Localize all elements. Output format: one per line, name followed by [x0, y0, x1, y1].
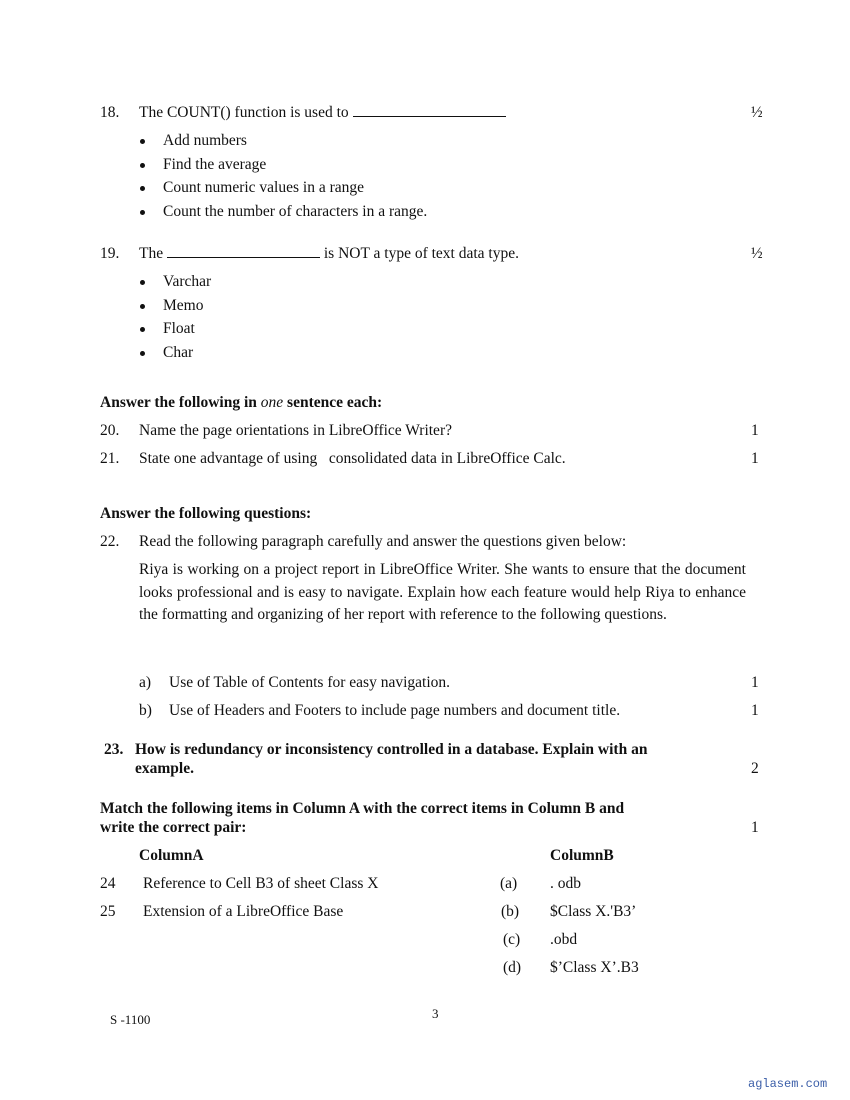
- heading-emphasis: one: [260, 394, 284, 411]
- question-text: [139, 245, 519, 263]
- question-number: 19.: [100, 245, 120, 262]
- option-label: (b): [501, 903, 520, 920]
- option: Float: [163, 320, 195, 337]
- question-text: [139, 104, 506, 122]
- option: Count the number of characters in a range.: [163, 203, 428, 220]
- question-text: State one advantage of using consolidated data in LibreOffice Calc.: [139, 450, 566, 467]
- bullet-icon: [140, 304, 145, 309]
- question-number: 18.: [100, 104, 120, 121]
- option-label: (a): [500, 875, 518, 892]
- question-number: 22.: [100, 533, 120, 550]
- column-b-header: ColumnB: [550, 847, 614, 864]
- heading-part: sentence each:: [283, 394, 383, 411]
- watermark: aglasem.com: [748, 1077, 828, 1091]
- option: Memo: [163, 297, 204, 314]
- question-number: 23.: [104, 741, 124, 758]
- bullet-icon: [140, 186, 145, 191]
- part-text: Use of Table of Contents for easy navigation.: [169, 674, 451, 691]
- marks: 1: [751, 702, 759, 719]
- column-a-header: ColumnA: [139, 847, 204, 864]
- question-number: 20.: [100, 422, 120, 439]
- page-number: 3: [432, 1006, 439, 1021]
- paper-code: S -1100: [110, 1012, 151, 1027]
- bullet-icon: [140, 327, 145, 332]
- section-heading: [100, 394, 382, 412]
- question-text-part: is NOT a type of text data type.: [319, 245, 519, 262]
- bullet-icon: [140, 139, 145, 144]
- marks: 1: [751, 422, 759, 439]
- option: Varchar: [163, 273, 212, 290]
- item-text: Extension of a LibreOffice Base: [143, 903, 344, 920]
- question-text: Name the page orientations in LibreOffice Writer?: [139, 422, 452, 439]
- part-label: b): [139, 702, 152, 719]
- answer-blank: [353, 104, 506, 117]
- marks: 2: [751, 760, 759, 777]
- question-text-part: The COUNT() function is used to: [139, 104, 353, 121]
- option: Find the average: [163, 156, 267, 173]
- match-instruction: write the correct pair:: [100, 819, 247, 836]
- option-text: . odb: [550, 875, 581, 892]
- option: Count numeric values in a range: [163, 179, 365, 196]
- bullet-icon: [140, 210, 145, 215]
- option-text: $’Class X’.B3: [550, 959, 639, 976]
- option-text: $Class X.'B3’: [550, 903, 637, 920]
- marks: ½: [751, 245, 763, 262]
- option: Char: [163, 344, 194, 361]
- item-text: Reference to Cell B3 of sheet Class X: [143, 875, 379, 892]
- option-label: (d): [503, 959, 522, 976]
- option-text: .obd: [550, 931, 578, 948]
- section-heading: Answer the following questions:: [100, 505, 312, 522]
- part-text: Use of Headers and Footers to include page numbers and document title.: [169, 702, 621, 719]
- question-number: 21.: [100, 450, 120, 467]
- part-label: a): [139, 674, 152, 691]
- marks: ½: [751, 104, 763, 121]
- bullet-icon: [140, 280, 145, 285]
- marks: 1: [751, 819, 759, 836]
- option-label: (c): [503, 931, 521, 948]
- question-text: How is redundancy or inconsistency controlled in a database. Explain with an: [135, 741, 648, 758]
- heading-part: Answer the following in: [100, 394, 261, 411]
- answer-blank: [167, 245, 320, 258]
- question-text-part: The: [139, 245, 167, 262]
- case-paragraph: Riya is working on a project report in LibreOffice Writer. She wants to ensure that the document looks professional and is easy to navigate. Explain how each feature would help Riya to enhance the formatting and organizing of her report with reference to the following questions.: [139, 561, 746, 623]
- item-number: 24: [100, 875, 116, 892]
- bullet-icon: [140, 351, 145, 356]
- match-instruction: Match the following items in Column A with the correct items in Column B and: [100, 800, 625, 817]
- marks: 1: [751, 674, 759, 691]
- option: Add numbers: [163, 132, 247, 149]
- marks: 1: [751, 450, 759, 467]
- question-text: Read the following paragraph carefully and answer the questions given below:: [139, 533, 627, 550]
- item-number: 25: [100, 903, 116, 920]
- question-text: example.: [135, 760, 194, 777]
- bullet-icon: [140, 163, 145, 168]
